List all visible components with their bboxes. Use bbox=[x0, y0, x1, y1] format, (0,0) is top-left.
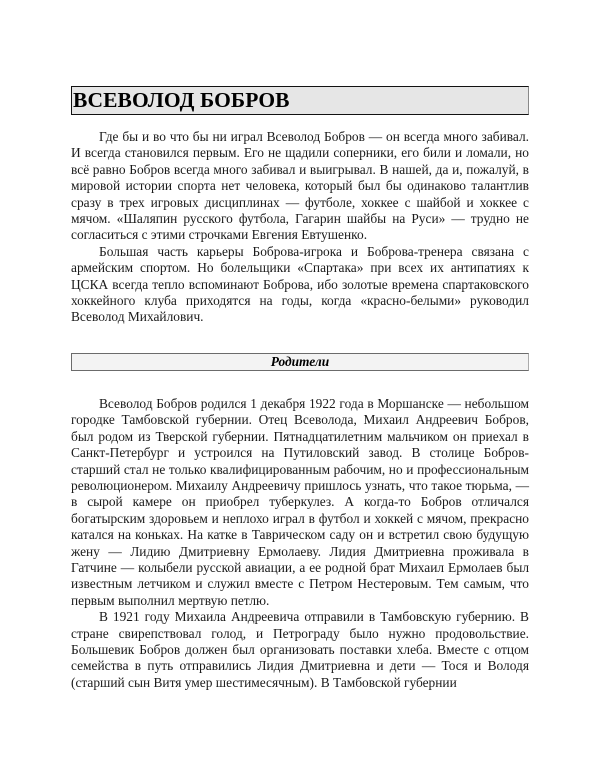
intro-text bbox=[71, 129, 529, 326]
document-page bbox=[71, 86, 529, 691]
section-title: Родители bbox=[71, 353, 529, 371]
paragraph: В 1921 году Михаила Андреевича отправили в Тамбовскую губернию. В стране свирепствовал голод, и Петрограду было нужно продовольствие. Большевик Бобров должен был организовать поставки хлеба. Вместе с отцом семейства в путь отправились Лидия Дмитриевна и дети — Тося и Володя (старший сын Витя умер шестимесячным). В Тамбовской губернии bbox=[71, 609, 529, 690]
paragraph: Где бы и во что бы ни играл Всеволод Бобров — он всегда много забивал. И всегда становился первым. Его не щадили соперники, его били и ломали, но всё равно Бобров всегда много забивал и выигрывал. В нашей, да и, пожалуй, в мировой истории спорта нет человека, который был бы одинаково талантлив сразу в трех игровых дисциплинах — футболе, хоккее с шайбой и хоккее с мячом. «Шаляпин русского футбола, Гагарин шайбы на Руси» — трудно не согласиться с этими строчками Евгения Евтушенко. bbox=[71, 129, 529, 243]
chapter-title: ВСЕВОЛОД БОБРОВ bbox=[71, 86, 529, 115]
paragraph: Большая часть карьеры Боброва-игрока и Боброва-тренера связана с армейским спортом. Но болельщики «Спартака» при всех их антипатиях к ЦСКА всегда тепло вспоминают Боброва, ибо золотые времена спартаковского хоккейного клуба приходятся на годы, когда «красно-белыми» руководил Всеволод Михайлович. bbox=[71, 243, 529, 325]
paragraph: Всеволод Бобров родился 1 декабря 1922 года в Моршанске — небольшом городке Тамбовской губернии. Отец Всеволода, Михаил Андреевич Бобров, был родом из Тверской губернии. Пятнадцатилетним мальчиком он приехал в Санкт-Петербург и устроился на Путиловский завод. В столице Бобров-старший стал не только квалифицированным рабочим, но и профессиональным революционером. Михаилу Андреевичу пришлось узнать, что такое тюрьма, — в сырой камере он приобрел туберкулез. А когда-то Бобров отличался богатырским здоровьем и неплохо играл в футбол и хоккей с мячом, прекрасно катался на коньках. На катке в Таврическом саду он и встретил свою будущую жену — Лидию Дмитриевну Ермолаеву. Лидия Дмитриевна проживала в Гатчине — колыбели русской авиации, а ее родной брат Михаил Ермолаев был известным летчиком и служил вместе с Петром Нестеровым. Тем самым, что первым выполнил мертвую петлю. bbox=[71, 395, 529, 608]
section-text bbox=[71, 396, 529, 691]
